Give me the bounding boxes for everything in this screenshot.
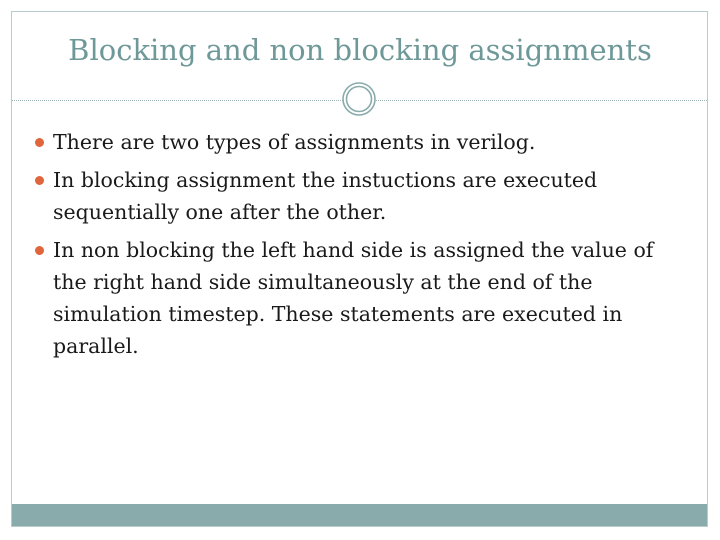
list-item (33, 164, 693, 228)
bullet-dot-icon (35, 246, 44, 255)
bullet-text: In blocking assignment the instuctions are executed sequentially one after the other. (53, 168, 598, 224)
bullet-text: In non blocking the left hand side is assigned the value of the right hand side simultaneously at the end of the simulation timestep. These statements are executed in parallel. (53, 238, 654, 358)
bullet-text: There are two types of assignments in verilog. (53, 130, 536, 154)
bullet-dot-icon (35, 138, 44, 147)
list-item (33, 126, 693, 158)
bullet-list (33, 126, 693, 368)
list-item (33, 234, 693, 362)
footer-bar (12, 504, 707, 526)
bullet-dot-icon (35, 176, 44, 185)
concentric-circle-icon (342, 82, 376, 116)
slide-title: Blocking and non blocking assignments (68, 33, 652, 67)
